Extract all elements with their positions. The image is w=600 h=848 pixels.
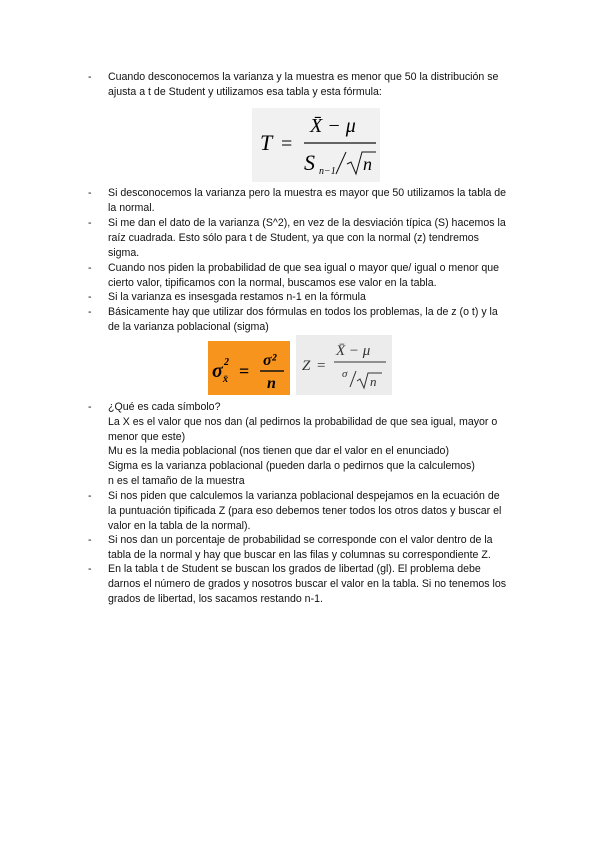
t-student-formula [252,108,380,182]
item-line: grados de libertad, los sacamos restando n-1. [108,592,323,605]
formula-denominator-s: S [304,150,315,175]
formula-numerator: X̄ − μ [310,115,356,137]
item-line: En la tabla t de Student se buscan los grados de libertad (gl). El problema debe [108,563,481,575]
item-line: La X es el valor que nos dan (al pedirnos la probabilidad de que sea igual, mayor o [108,415,498,428]
item-line: Cuando desconocemos la varianza y la muestra es menor que 50 la distribución se [108,71,499,83]
bullet-dash: - [88,71,92,83]
bullet-dash: - [88,262,92,274]
variance-lhs: σ [212,360,223,382]
bullet-dash: - [88,291,92,303]
item-line: darnos el número de grados y nosotros buscar el valor en la tabla. Si no tenemos los [108,577,507,590]
bullet-dash: - [88,187,92,199]
item-line: menor que este) [108,430,186,443]
item-line: cierto valor, tipificamos con la normal, buscamos ese valor en la tabla. [108,276,437,289]
variance-denominator: n [267,375,276,392]
item-line: ajusta a t de Student y utilizamos esa tabla y esta fórmula: [108,85,382,98]
bullet-dash: - [88,490,92,502]
item-line: Si nos dan un porcentaje de probabilidad se corresponde con el valor dentro de la [108,534,493,546]
bullet-dash: - [88,401,92,413]
item-line: la normal. [108,201,155,214]
item-line: Cuando nos piden la probabilidad de que sea igual o mayor que/ igual o menor que [108,262,500,274]
z-denominator-sigma: σ [342,368,348,380]
z-root-n: n [370,374,377,389]
variance-numerator: σ² [263,352,277,369]
item-line: Básicamente hay que utilizar dos fórmulas en todos los problemas, la de z (o t) y la [108,306,498,318]
bullet-dash: - [88,534,92,546]
z-formula [296,335,392,395]
item-line: Si la varianza es insesgada restamos n-1 en la fórmula [108,291,366,303]
formula-denominator-subscript: n−1 [319,166,336,177]
item-line: sigma. [108,246,140,259]
item-line: tabla de la normal y hay que buscar en las filas y columnas su correspondiente Z. [108,548,491,561]
bullet-dash: - [88,563,92,575]
item-line: Si nos piden que calculemos la varianza poblacional despejamos en la ecuación de [108,490,500,502]
formula-equals: = [281,133,293,155]
item-line: de la varianza poblacional (sigma) [108,320,269,333]
item-line: ¿Qué es cada símbolo? [108,401,221,413]
bullet-dash: - [88,306,92,318]
variance-lhs-subscript: x̄ [223,374,228,385]
variance-equals: = [239,361,250,381]
formula-root-n: n [363,154,372,174]
item-line: Mu es la media poblacional (nos tienen que dar el valor en el enunciado) [108,445,449,458]
item-line: Si desconocemos la varianza pero la muestra es mayor que 50 utilizamos la tabla de [108,187,507,199]
item-line: Sigma es la varianza poblacional (pueden darla o pedirnos que la calculemos) [108,460,475,473]
z-numerator: X̄ − μ [336,343,371,359]
item-line: valor en la tabla de la normal). [108,519,251,532]
formula-lhs: T [260,130,273,155]
variance-lhs-superscript: 2 [224,357,229,368]
bullet-dash: - [88,217,92,229]
z-lhs: Z [302,358,311,374]
variance-formula [208,341,290,395]
item-line: n es el tamaño de la muestra [108,474,245,487]
item-line: la puntuación tipificada Z (para eso debemos tener todos los otros datos y buscar el [108,504,502,517]
item-line: raíz cuadrada. Esto sólo para t de Student, ya que con la normal (z) tendremos [108,231,479,244]
z-equals: = [317,358,326,374]
item-line: Si me dan el dato de la varianza (S^2), en vez de la desviación típica (S) hacemos la [108,217,506,229]
